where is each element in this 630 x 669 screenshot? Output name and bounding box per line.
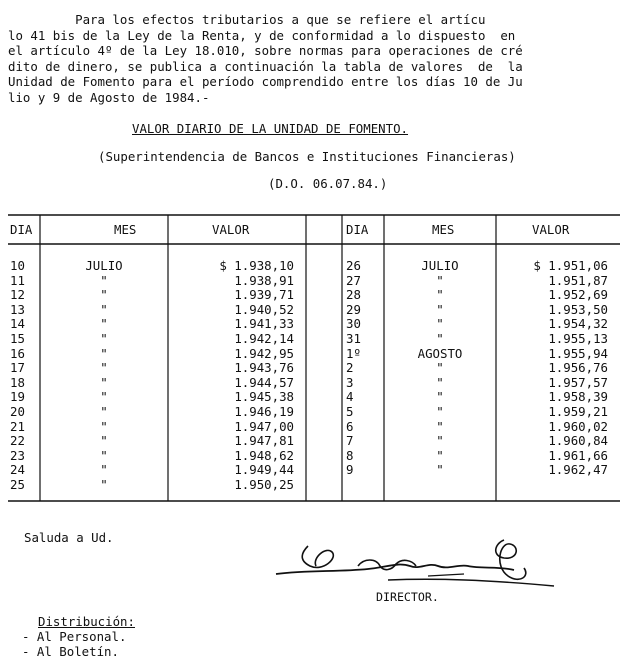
valor-cell: 1.949,44 bbox=[234, 462, 294, 478]
mes-cell: " bbox=[436, 404, 444, 419]
dia-cell: 9 bbox=[346, 462, 354, 478]
valor-cell: $ 1.951,06 bbox=[533, 258, 608, 273]
valor-cell: 1.948,62 bbox=[234, 447, 294, 463]
valor-cell: 1.942,14 bbox=[234, 331, 294, 346]
signer-title: DIRECTOR. bbox=[376, 590, 439, 604]
mes-cell: " bbox=[436, 287, 444, 303]
mes-cell: " bbox=[100, 389, 108, 405]
valor-cell: 1.938,91 bbox=[234, 272, 294, 288]
valor-cell: 1.962,47 bbox=[548, 462, 608, 478]
valor-cell: 1.957,57 bbox=[548, 374, 608, 390]
dia-cell: 2 bbox=[346, 360, 354, 376]
header-mes-right: MES bbox=[432, 222, 455, 237]
mes-cell: " bbox=[100, 331, 108, 346]
valor-cell: 1.951,87 bbox=[548, 272, 608, 288]
dia-cell: 27 bbox=[346, 272, 361, 288]
mes-cell: " bbox=[100, 287, 108, 303]
dia-cell: 18 bbox=[10, 374, 25, 390]
dia-cell: 22 bbox=[10, 433, 25, 449]
dia-cell: 13 bbox=[10, 301, 25, 317]
mes-cell: JULIO bbox=[421, 258, 459, 273]
dia-cell: 10 bbox=[10, 258, 25, 273]
mes-cell: " bbox=[436, 462, 444, 478]
valor-cell: 1.954,32 bbox=[548, 316, 608, 332]
mes-cell: " bbox=[100, 418, 108, 434]
valor-cell: 1.939,71 bbox=[234, 287, 294, 303]
valor-cell: 1.961,66 bbox=[548, 447, 608, 463]
mes-cell: " bbox=[100, 433, 108, 449]
mes-cell: " bbox=[436, 331, 444, 346]
header-dia-left: DIA bbox=[10, 222, 33, 237]
valor-cell: 1.955,13 bbox=[548, 331, 608, 346]
dia-cell: 5 bbox=[346, 404, 354, 419]
dia-cell: 14 bbox=[10, 316, 25, 332]
dia-cell: 24 bbox=[10, 462, 25, 478]
mes-cell: " bbox=[100, 374, 108, 390]
mes-cell: " bbox=[100, 462, 108, 478]
dia-cell: 16 bbox=[10, 345, 25, 361]
dia-cell: 23 bbox=[10, 447, 25, 463]
valor-cell: 1.958,39 bbox=[548, 389, 608, 405]
mes-cell: " bbox=[436, 389, 444, 405]
mes-cell: " bbox=[100, 404, 108, 419]
mes-cell: " bbox=[100, 360, 108, 376]
mes-cell: " bbox=[436, 301, 444, 317]
valor-cell: 1.960,84 bbox=[548, 433, 608, 449]
mes-cell: JULIO bbox=[85, 258, 123, 273]
valor-cell: 1.953,50 bbox=[548, 301, 608, 317]
valor-cell: 1.940,52 bbox=[234, 301, 294, 317]
header-valor-left: VALOR bbox=[212, 222, 250, 237]
dia-cell: 20 bbox=[10, 404, 25, 419]
mes-cell: " bbox=[436, 418, 444, 434]
dia-cell: 29 bbox=[346, 301, 361, 317]
mes-cell: " bbox=[436, 272, 444, 288]
intro-line: el artículo 4º de la Ley 18.010, sobre normas para operaciones de cré bbox=[8, 43, 523, 58]
source-line: (D.O. 06.07.84.) bbox=[268, 176, 388, 191]
dia-cell: 17 bbox=[10, 360, 25, 376]
dia-cell: 3 bbox=[346, 374, 354, 390]
dia-cell: 11 bbox=[10, 272, 25, 288]
dia-cell: 30 bbox=[346, 316, 361, 332]
dia-cell: 1º bbox=[346, 345, 361, 361]
dia-cell: 25 bbox=[10, 477, 25, 492]
valor-cell: 1.941,33 bbox=[234, 316, 294, 332]
valor-cell: 1.942,95 bbox=[234, 345, 294, 361]
mes-cell: " bbox=[100, 345, 108, 361]
header-mes-left: MES bbox=[114, 222, 137, 237]
dia-cell: 4 bbox=[346, 389, 354, 405]
mes-cell: " bbox=[100, 447, 108, 463]
mes-cell: " bbox=[436, 316, 444, 332]
dia-cell: 26 bbox=[346, 258, 361, 273]
valor-cell: 1.956,76 bbox=[548, 360, 608, 376]
intro-line: dito de dinero, se publica a continuación la tabla de valores de la bbox=[8, 58, 523, 74]
mes-cell: " bbox=[436, 360, 444, 376]
dia-cell: 12 bbox=[10, 287, 25, 303]
valor-cell: 1.947,00 bbox=[234, 418, 294, 434]
uf-table bbox=[8, 214, 620, 502]
dia-cell: 15 bbox=[10, 331, 25, 346]
intro-paragraph bbox=[8, 12, 626, 105]
dia-cell: 28 bbox=[346, 287, 361, 303]
signature-scribble bbox=[268, 536, 558, 596]
intro-line: lio y 9 de Agosto de 1984.- bbox=[8, 89, 210, 105]
table-title: VALOR DIARIO DE LA UNIDAD DE FOMENTO. bbox=[132, 121, 409, 136]
mes-cell: " bbox=[436, 447, 444, 463]
mes-cell: " bbox=[100, 272, 108, 288]
dia-cell: 19 bbox=[10, 389, 25, 405]
distribution-heading: Distribución: bbox=[38, 614, 135, 629]
valor-cell: 1.950,25 bbox=[234, 477, 294, 492]
valor-cell: 1.959,21 bbox=[548, 404, 608, 419]
valor-cell: 1.945,38 bbox=[234, 389, 294, 405]
valor-cell: 1.946,19 bbox=[234, 404, 294, 419]
distribution-item: - Al Personal. bbox=[22, 629, 127, 644]
valor-cell: 1.952,69 bbox=[548, 287, 608, 303]
dia-cell: 21 bbox=[10, 418, 25, 434]
valor-cell: $ 1.938,10 bbox=[219, 258, 294, 273]
issuer-line: (Superintendencia de Bancos e Instituciones Financieras) bbox=[98, 149, 516, 164]
mes-cell: " bbox=[436, 433, 444, 449]
distribution-list bbox=[22, 614, 135, 659]
mes-cell: " bbox=[100, 316, 108, 332]
dia-cell: 31 bbox=[346, 331, 361, 346]
dia-cell: 8 bbox=[346, 447, 354, 463]
mes-cell: " bbox=[100, 301, 108, 317]
valor-cell: 1.944,57 bbox=[234, 374, 294, 390]
intro-line: lo 41 bis de la Ley de la Renta, y de conformidad a lo dispuesto en bbox=[8, 27, 516, 43]
valor-cell: 1.947,81 bbox=[234, 433, 294, 449]
distribution-item: - Al Boletín. bbox=[22, 644, 119, 659]
valor-cell: 1.955,94 bbox=[548, 345, 608, 361]
closing-salutation: Saluda a Ud. bbox=[24, 530, 114, 545]
dia-cell: 7 bbox=[346, 433, 354, 449]
valor-cell: 1.943,76 bbox=[234, 360, 294, 376]
dia-cell: 6 bbox=[346, 418, 354, 434]
mes-cell: AGOSTO bbox=[417, 345, 463, 361]
header-valor-right: VALOR bbox=[532, 222, 570, 237]
intro-line: Para los efectos tributarios a que se refiere el artícu bbox=[8, 12, 486, 27]
mes-cell: " bbox=[436, 374, 444, 390]
mes-cell: " bbox=[100, 477, 108, 492]
header-dia-right: DIA bbox=[346, 222, 369, 237]
valor-cell: 1.960,02 bbox=[548, 418, 608, 434]
intro-line: Unidad de Fomento para el período comprendido entre los días 10 de Ju bbox=[8, 74, 523, 89]
